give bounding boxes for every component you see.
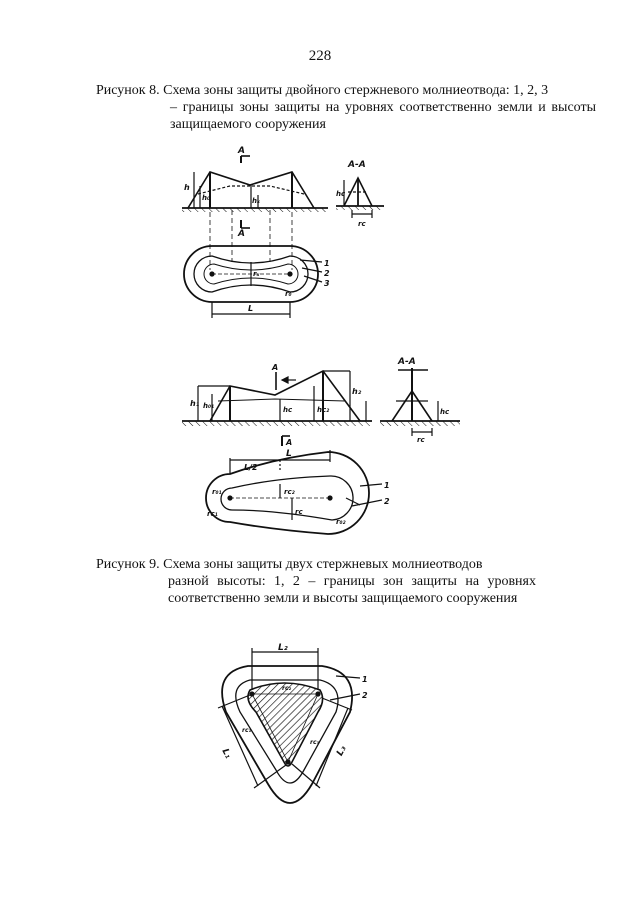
fig8-label-h: h: [184, 183, 190, 192]
fig9-label-a-bottom: A: [286, 438, 293, 447]
fig9-label-a-top: A: [272, 363, 279, 372]
fig9-label-section-aa: A-A: [398, 357, 416, 367]
fig9-zone-inner: [218, 399, 345, 401]
fig10-label-rc2: rc₂: [282, 685, 292, 692]
fig9-callout-2: 2: [384, 497, 390, 506]
fig8-label-a-top: А: [238, 146, 245, 156]
fig9-label-r01: r₀₁: [212, 488, 222, 496]
fig10-label-L3: L₃: [335, 744, 349, 758]
fig8-callout-2: 2: [324, 269, 330, 278]
fig9-ground-line: [182, 421, 460, 426]
fig8-label-rx: rₓ: [253, 270, 260, 278]
fig8-callout-3: 3: [324, 279, 330, 288]
fig8-label-L: L: [248, 304, 254, 313]
fig9-plan-view: [206, 436, 382, 534]
fig8-label-r0: r₀: [285, 290, 292, 298]
fig9-label-h1: h₁: [190, 399, 200, 408]
fig9-labels: [190, 357, 450, 526]
figure-10-drawing: [218, 648, 360, 803]
fig8-label-hc: hc: [336, 190, 346, 198]
fig9-label-rc1: rc₁: [207, 510, 218, 518]
fig9-label-hc: hc: [440, 408, 450, 416]
fig8-section-aa: [336, 178, 384, 218]
page-number: 228: [308, 48, 332, 64]
fig8-label-rc: rc: [358, 220, 366, 228]
fig9-label-rc-aa: rc: [417, 436, 425, 444]
fig10-hatched-zone: [248, 683, 323, 766]
fig10-callout-2: 2: [362, 691, 368, 700]
fig9-label-rc2: rc₂: [284, 488, 295, 496]
fig9-callout-1: 1: [384, 481, 390, 490]
fig9-label-h01: h₀₁: [203, 402, 215, 410]
fig8-label-a-bottom: А: [238, 229, 245, 239]
fig10-label-L1: L₁: [219, 747, 233, 761]
fig10-label-rc1: rc₁: [242, 727, 252, 734]
fig9-label-r02: r₀₂: [336, 518, 346, 526]
fig8-label-section-aa: А-А: [348, 160, 366, 170]
fig10-label-L2: L₂: [278, 643, 288, 653]
fig8-callout-1: 1: [324, 259, 330, 268]
fig8-label-h0: h₀: [202, 194, 211, 202]
figure-8-caption-rest: – границы зоны защиты на уровнях соответственно земли и высоты защищаемого сооружения: [170, 100, 596, 132]
figure-8-drawing: [182, 156, 384, 318]
fig9-label-L: L: [286, 449, 292, 459]
fig8-label-hx: hₓ: [252, 197, 260, 205]
fig9-label-hc2: hc₂: [317, 406, 330, 414]
fig8-ground-line: [182, 208, 328, 212]
figure-9-drawing: [182, 368, 460, 534]
fig9-label-rc3: rc: [295, 508, 303, 516]
fig10-label-rc3: rc₃: [310, 739, 320, 746]
figure-9-caption-rest: разной высоты: 1, 2 – границы зон защиты на уровнях соответственно земли и высоты защищаемого сооружения: [168, 574, 536, 606]
figure-9-caption-line1: Рисунок 9. Схема зоны защиты двух стержневых молниеотводов: [96, 557, 483, 572]
fig10-callout-1: 1: [362, 675, 368, 684]
fig9-label-hc1: hc: [283, 406, 293, 414]
fig9-label-L2: L/2: [244, 463, 258, 472]
fig9-label-h2: h₂: [352, 387, 362, 396]
figure-8-caption-line1: Рисунок 8. Схема зоны защиты двойного стержневого молниеотвода: 1, 2, 3: [96, 83, 549, 98]
